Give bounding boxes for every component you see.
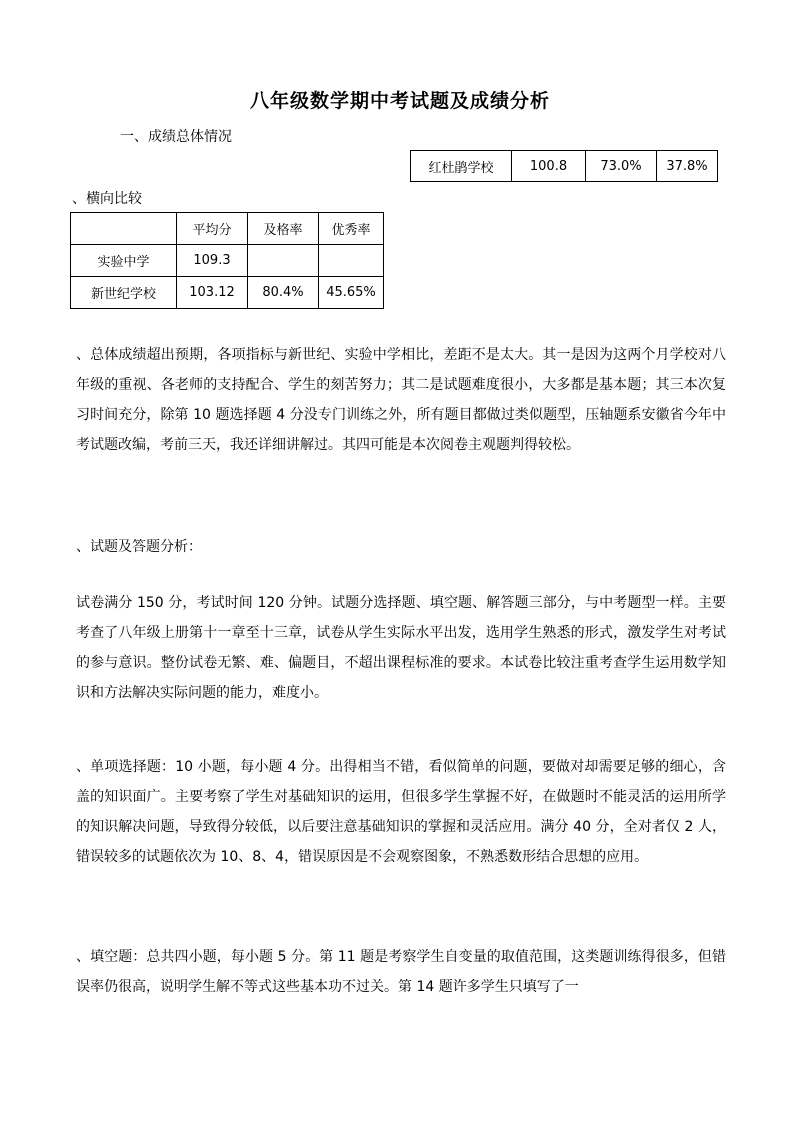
table-header-cell: 及格率 [248, 213, 319, 245]
paragraph-exam: 试卷满分 150 分，考试时间 120 分钟。试题分选择题、填空题、解答题三部分，与中考题型一样。主要考查了八年级上册第十一章至十三章，试卷从学生实际水平出发，选用学生熟悉的形式，激发学生对考试的参与意识。整份试卷无繁、难、偏题目，不超出课程标准的要求。本试卷比较注重考查学生运用数学知识和方法解决实际问题的能力，难度小。 [76, 595, 726, 701]
table-row [71, 245, 384, 277]
section-heading-analysis: 、试题及答题分析： [76, 539, 202, 555]
table-cell: 109.3 [177, 245, 248, 277]
table-cell [248, 245, 319, 277]
section-heading-comparison: 、横向比较 [72, 191, 142, 207]
table-row [71, 277, 384, 309]
section-heading-overall: 一、成绩总体情况 [120, 129, 232, 145]
table-cell [319, 245, 384, 277]
table-header-cell [71, 213, 177, 245]
table-cell: 103.12 [177, 277, 248, 309]
table-row [411, 151, 718, 182]
paragraph-overall: 、总体成绩超出预期，各项指标与新世纪、实验中学相比，差距不是太大。其一是因为这两个月学校对八年级的重视、各老师的支持配合、学生的刻苦努力；其二是试题难度很小，大多都是基本题；其三本次复习时间充分，除第 10 题选择题 4 分没专门训练之外，所有题目都做过类似题型，压轴题系安徽省今年中考试题改编，考前三天，我还详细讲解过。其四可能是本次阅卷主观题判得较松。 [76, 347, 726, 453]
table-cell: 红杜鹃学校 [411, 151, 512, 182]
own-school-table [410, 150, 718, 182]
table-cell: 80.4% [248, 277, 319, 309]
table-cell: 45.65% [319, 277, 384, 309]
table-cell: 新世纪学校 [71, 277, 177, 309]
comparison-table [70, 212, 384, 309]
table-cell: 37.8% [657, 151, 718, 182]
table-header-row [71, 213, 384, 245]
page-title: 八年级数学期中考试题及成绩分析 [249, 90, 550, 112]
table-cell: 实验中学 [71, 245, 177, 277]
table-header-cell: 平均分 [177, 213, 248, 245]
table-cell: 100.8 [512, 151, 586, 182]
paragraph-fill: 、填空题：总共四小题，每小题 5 分。第 11 题是考察学生自变量的取值范围，这类题训练得很多，但错误率仍很高，说明学生解不等式这些基本功不过关。第 14 题许多学生只填写了一 [76, 949, 726, 995]
table-header-cell: 优秀率 [319, 213, 384, 245]
paragraph-choice: 、单项选择题：10 小题，每小题 4 分。出得相当不错，看似简单的问题，要做对却需要足够的细心，含盖的知识面广。主要考察了学生对基础知识的运用，但很多学生掌握不好，在做题时不能灵活的运用所学的知识解决问题，导致得分较低，以后要注意基础知识的掌握和灵活应用。满分 40 分，全对者仅 2 人，错误较多的试题依次为 10、8、4，错误原因是不会观察图象，不熟悉数形结合思想的应用。 [76, 759, 726, 865]
table-cell: 73.0% [586, 151, 657, 182]
